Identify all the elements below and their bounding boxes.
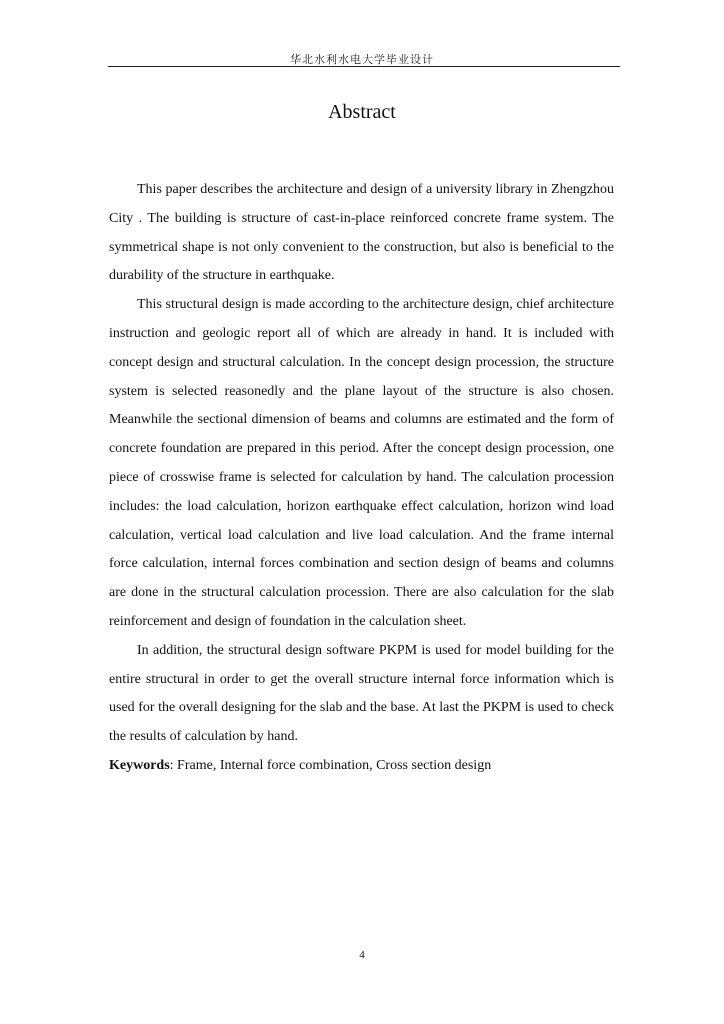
keywords-label: Keywords <box>109 757 170 773</box>
page-title: Abstract <box>328 101 396 123</box>
keywords-text: : Frame, Internal force combination, Cross section design <box>169 757 492 773</box>
paragraph-3: In addition, the structural design software PKPM is used for model building for the entire structural in order to get the overall structure internal force information which is used for the overall designing for the slab and the base. At last the PKPM is used to check the results of calculation by hand. <box>109 642 614 745</box>
abstract-body <box>109 176 614 781</box>
running-header: 华北水利水电大学毕业设计 <box>290 53 434 66</box>
header-divider <box>108 66 620 67</box>
page-number: 4 <box>359 949 365 961</box>
paragraph-2: This structural design is made according to the architecture design, chief architecture instruction and geologic report all of which are already in hand. It is included with concept design and structural calculation. In the concept design procession, the structure system is selected reasonedly and the plane layout of the structure is also chosen. Meanwhile the sectional dimension of beams and columns are estimated and the form of concrete foundation are prepared in this period. After the concept design procession, one piece of crosswise frame is selected for calculation by hand. The calculation procession includes: the load calculation, horizon earthquake effect calculation, horizon wind load calculation, vertical load calculation and live load calculation. And the frame internal force calculation, internal forces combination and section design of beams and columns are done in the structural calculation procession. There are also calculation for the slab reinforcement and design of foundation in the calculation sheet. <box>109 297 614 629</box>
paragraph-1: This paper describes the architecture and design of a university library in Zhengzhou City . The building is structure of cast-in-place reinforced concrete frame system. The symmetrical shape is not only convenient to the construction, but also is beneficial to the durability of the structure in earthquake. <box>109 182 614 284</box>
keywords-line <box>109 752 614 781</box>
